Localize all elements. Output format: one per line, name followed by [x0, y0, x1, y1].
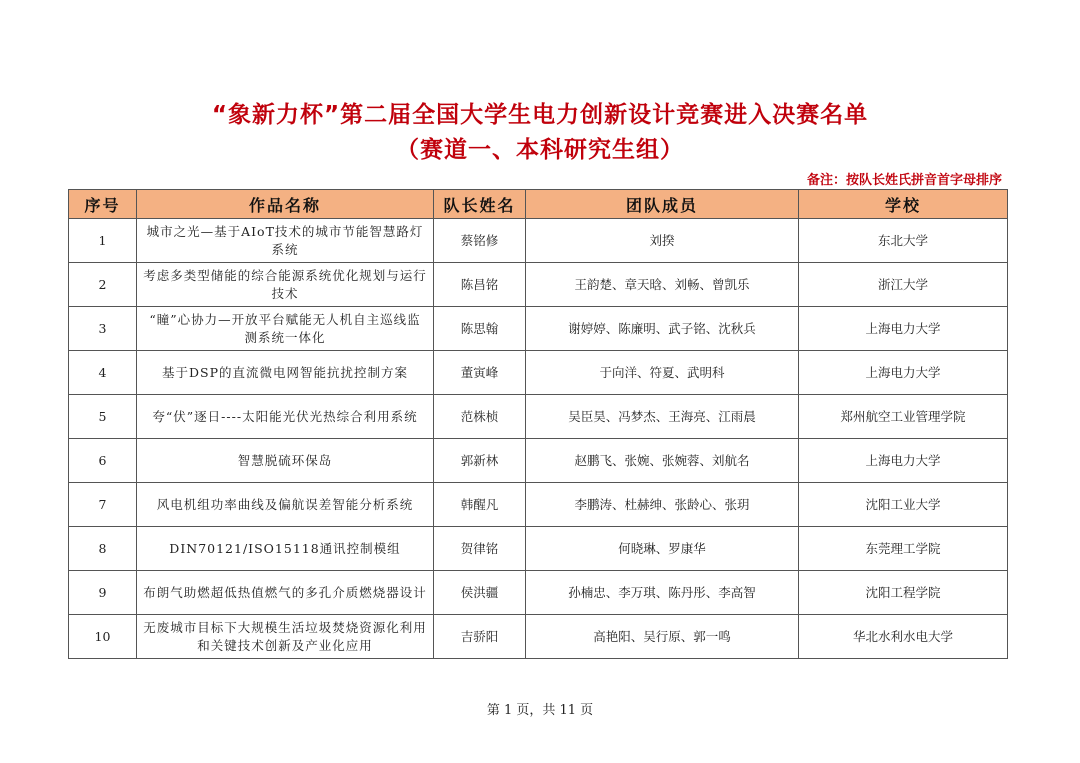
table-row: [69, 219, 1008, 263]
table-row: [69, 527, 1008, 571]
row-number: 8: [69, 527, 137, 571]
row-leader: 韩醒凡: [434, 483, 526, 527]
row-school: 上海电力大学: [799, 307, 1008, 351]
table-row: [69, 263, 1008, 307]
row-members: 刘揆: [526, 219, 799, 263]
row-school: 东莞理工学院: [799, 527, 1008, 571]
row-work-name: DIN70121/ISO15118通讯控制模组: [137, 527, 434, 571]
table-row: [69, 307, 1008, 351]
row-number: 6: [69, 439, 137, 483]
row-work-name: 夸“伏”逐日----太阳能光伏光热综合利用系统: [137, 395, 434, 439]
table-row: [69, 439, 1008, 483]
row-leader: 侯洪疆: [434, 571, 526, 615]
row-leader: 吉骄阳: [434, 615, 526, 659]
header-work-name: 作品名称: [137, 190, 434, 219]
row-members: 李鹏涛、杜赫绅、张龄心、张玥: [526, 483, 799, 527]
row-members: 于向洋、符夏、武明科: [526, 351, 799, 395]
row-number: 3: [69, 307, 137, 351]
row-work-name: 风电机组功率曲线及偏航误差智能分析系统: [137, 483, 434, 527]
row-leader: 陈昌铭: [434, 263, 526, 307]
row-work-name: 无废城市目标下大规模生活垃圾焚烧资源化利用和关键技术创新及产业化应用: [137, 615, 434, 659]
row-work-name: 基于DSP的直流微电网智能抗扰控制方案: [137, 351, 434, 395]
row-number: 4: [69, 351, 137, 395]
row-work-name: 布朗气助燃超低热值燃气的多孔介质燃烧器设计: [137, 571, 434, 615]
document-subtitle: （赛道一、本科研究生组）: [396, 137, 684, 163]
table-row: [69, 571, 1008, 615]
row-school: 郑州航空工业管理学院: [799, 395, 1008, 439]
row-work-name: “瞳”心协力—开放平台赋能无人机自主巡线监测系统一体化: [137, 307, 434, 351]
row-number: 5: [69, 395, 137, 439]
row-leader: 董寅峰: [434, 351, 526, 395]
row-members: 孙楠忠、李万琪、陈丹彤、李高智: [526, 571, 799, 615]
row-members: 谢婷婷、陈廉明、武子铭、沈秋兵: [526, 307, 799, 351]
row-number: 9: [69, 571, 137, 615]
row-leader: 郭新林: [434, 439, 526, 483]
table-row: [69, 395, 1008, 439]
row-school: 上海电力大学: [799, 439, 1008, 483]
row-work-name: 城市之光—基于AIoT技术的城市节能智慧路灯系统: [137, 219, 434, 263]
row-school: 上海电力大学: [799, 351, 1008, 395]
table-row: [69, 615, 1008, 659]
row-leader: 蔡铭修: [434, 219, 526, 263]
row-leader: 范株桢: [434, 395, 526, 439]
header-number: 序号: [69, 190, 137, 219]
table-row: [69, 351, 1008, 395]
table-header-row: [69, 190, 1008, 219]
page-number: 第 1 页，共 11 页: [486, 703, 594, 718]
row-school: 浙江大学: [799, 263, 1008, 307]
row-leader: 陈思翰: [434, 307, 526, 351]
row-number: 7: [69, 483, 137, 527]
row-number: 1: [69, 219, 137, 263]
document-title: “象新力杯”第二届全国大学生电力创新设计竞赛进入决赛名单: [211, 102, 869, 128]
row-work-name: 智慧脱硫环保岛: [137, 439, 434, 483]
header-leader: 队长姓名: [434, 190, 526, 219]
header-school: 学校: [799, 190, 1008, 219]
row-members: 高艳阳、吴行原、郭一鸣: [526, 615, 799, 659]
row-members: 何晓琳、罗康华: [526, 527, 799, 571]
row-work-name: 考虑多类型储能的综合能源系统优化规划与运行技术: [137, 263, 434, 307]
row-number: 10: [69, 615, 137, 659]
row-school: 沈阳工程学院: [799, 571, 1008, 615]
header-members: 团队成员: [526, 190, 799, 219]
finalist-table: [68, 189, 1008, 659]
row-school: 华北水利水电大学: [799, 615, 1008, 659]
row-number: 2: [69, 263, 137, 307]
sort-note: 备注：按队长姓氏拼音首字母排序: [806, 173, 1002, 188]
row-members: 吴臣昊、冯梦杰、王海亮、江雨晨: [526, 395, 799, 439]
table-row: [69, 483, 1008, 527]
row-members: 赵鹏飞、张婉、张婉蓉、刘航名: [526, 439, 799, 483]
row-leader: 贺律铭: [434, 527, 526, 571]
row-school: 沈阳工业大学: [799, 483, 1008, 527]
row-school: 东北大学: [799, 219, 1008, 263]
row-members: 王韵楚、章天晗、刘畅、曾凯乐: [526, 263, 799, 307]
